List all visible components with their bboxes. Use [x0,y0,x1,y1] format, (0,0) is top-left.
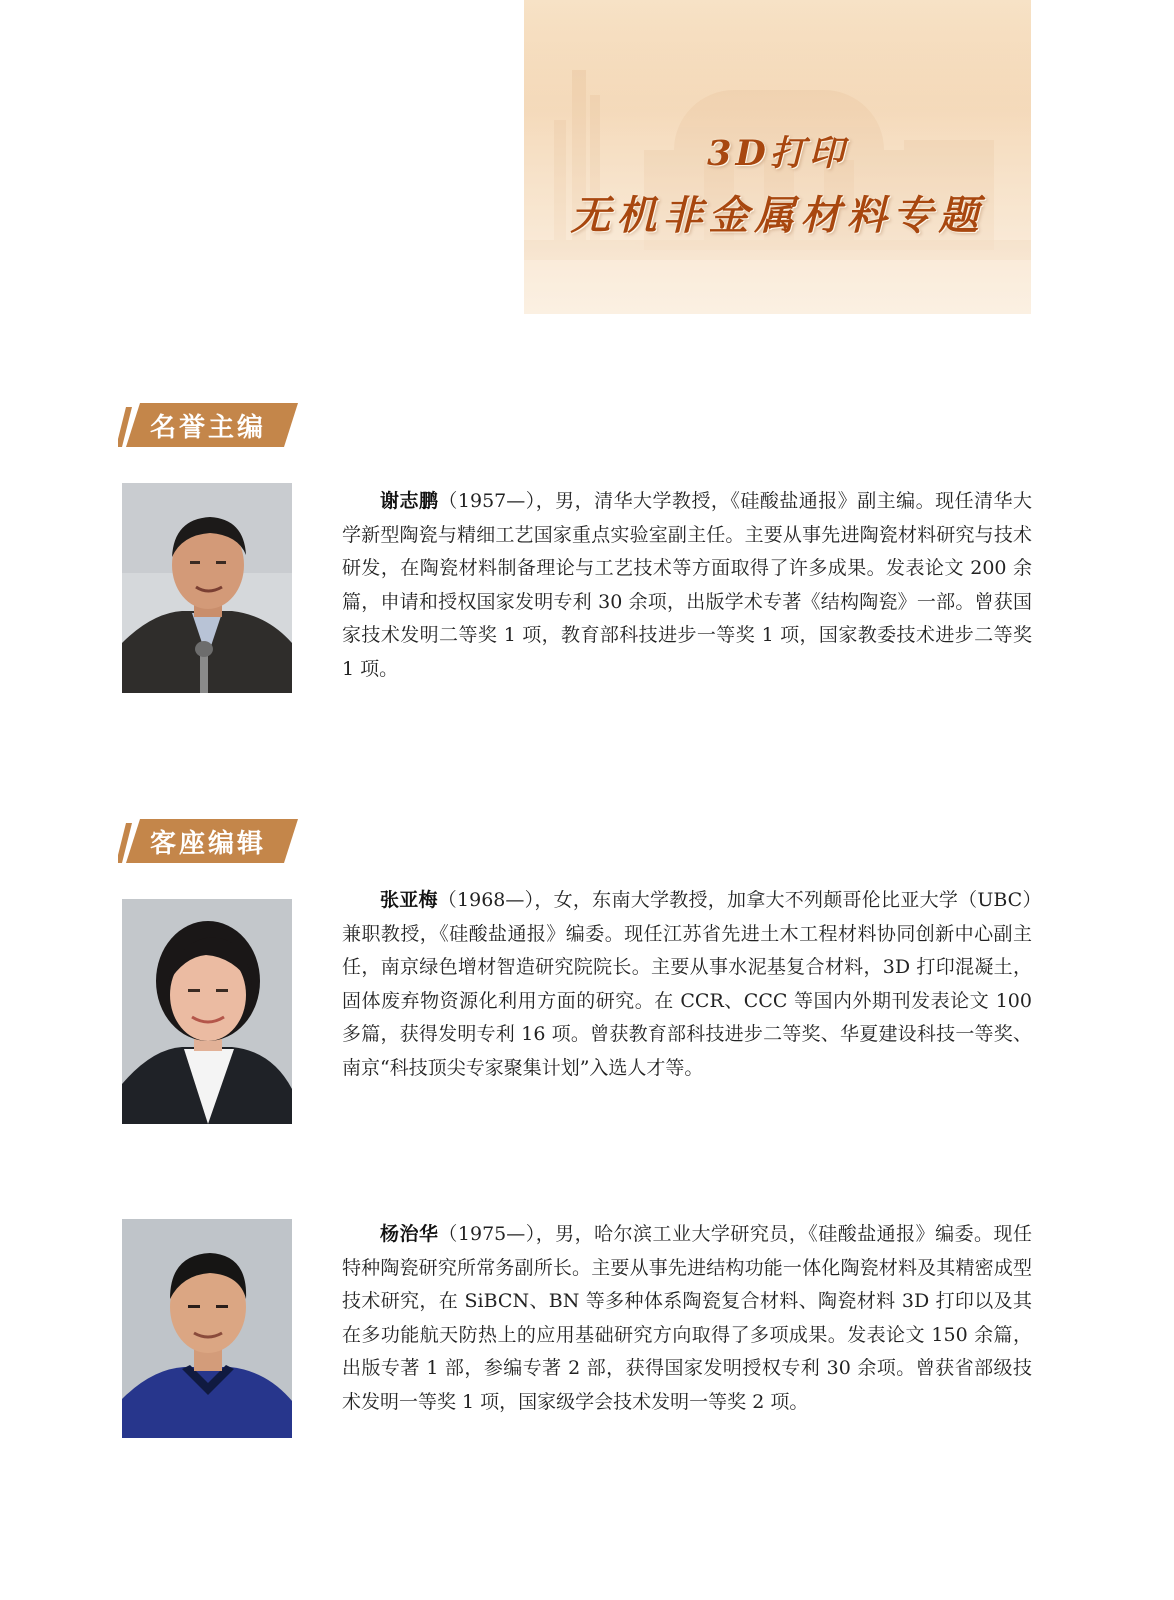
editor-name: 杨治华 [380,1223,439,1245]
editor-photo-xie [122,483,292,693]
editor-name: 张亚梅 [380,889,438,911]
editor-description: （1968—），女，东南大学教授，加拿大不列颠哥伦比亚大学（UBC）兼职教授，《硅酸盐通报》编委。现任江苏省先进土木工程材料协同创新中心副主任，南京绿色增材智造研究院院长。主要从事水泥基复合材料，3D 打印混凝土，固体废弃物资源化利用方面的研究。在 CCR、CCC 等国内外期刊发表论文 100 多篇，获得发明专利 16 项。曾获教育部科技进步二等奖、华夏建设科技一等奖、南京“科技顶尖专家聚集计划”入选人才等。 [342,889,1032,1079]
editor-bio-yang [342,1218,1032,1419]
editor-name: 谢志鹏 [380,490,439,512]
editor-bio-zhang [342,884,1032,1085]
editor-bio-xie [342,485,1032,686]
header-banner [524,0,1031,314]
editor-description: （1957—），男，清华大学教授，《硅酸盐通报》副主编。现任清华大学新型陶瓷与精细工艺国家重点实验室副主任。主要从事先进陶瓷材料研究与技术研发，在陶瓷材料制备理论与工艺技术等方面取得了许多成果。发表论文 200 余篇，申请和授权国家发明专利 30 余项，出版学术专著《结构陶瓷》一部。曾获国家技术发明二等奖 1 项，教育部科技进步一等奖 1 项，国家教委技术进步二等奖 1 项。 [342,490,1032,680]
banner-title-line2: 无机非金属材料专题 [570,192,985,239]
banner-title-line1: 3D打印 [707,133,848,174]
editor-description: （1975—），男，哈尔滨工业大学研究员，《硅酸盐通报》编委。现任特种陶瓷研究所常务副所长。主要从事先进结构功能一体化陶瓷材料及其精密成型技术研究，在 SiBCN、BN 等多种体系陶瓷复合材料、陶瓷材料 3D 打印以及其在多功能航天防热上的应用基础研究方向取得了多项成果。发表论文 150 余篇，出版专著 1 部，参编专著 2 部，获得国家发明授权专利 30 余项。曾获省部级技术发明一等奖 1 项，国家级学会技术发明一等奖 2 项。 [342,1223,1032,1413]
editor-photo-zhang [122,899,292,1124]
section-tag-honorary-editor [118,401,298,449]
portrait-image [122,483,292,693]
section-tag-label: 客座编辑 [150,829,267,859]
section-tag-label: 名誉主编 [150,413,267,443]
portrait-image [122,899,292,1124]
editor-photo-yang [122,1219,292,1438]
portrait-image [122,1219,292,1438]
section-tag-guest-editors [118,817,298,865]
